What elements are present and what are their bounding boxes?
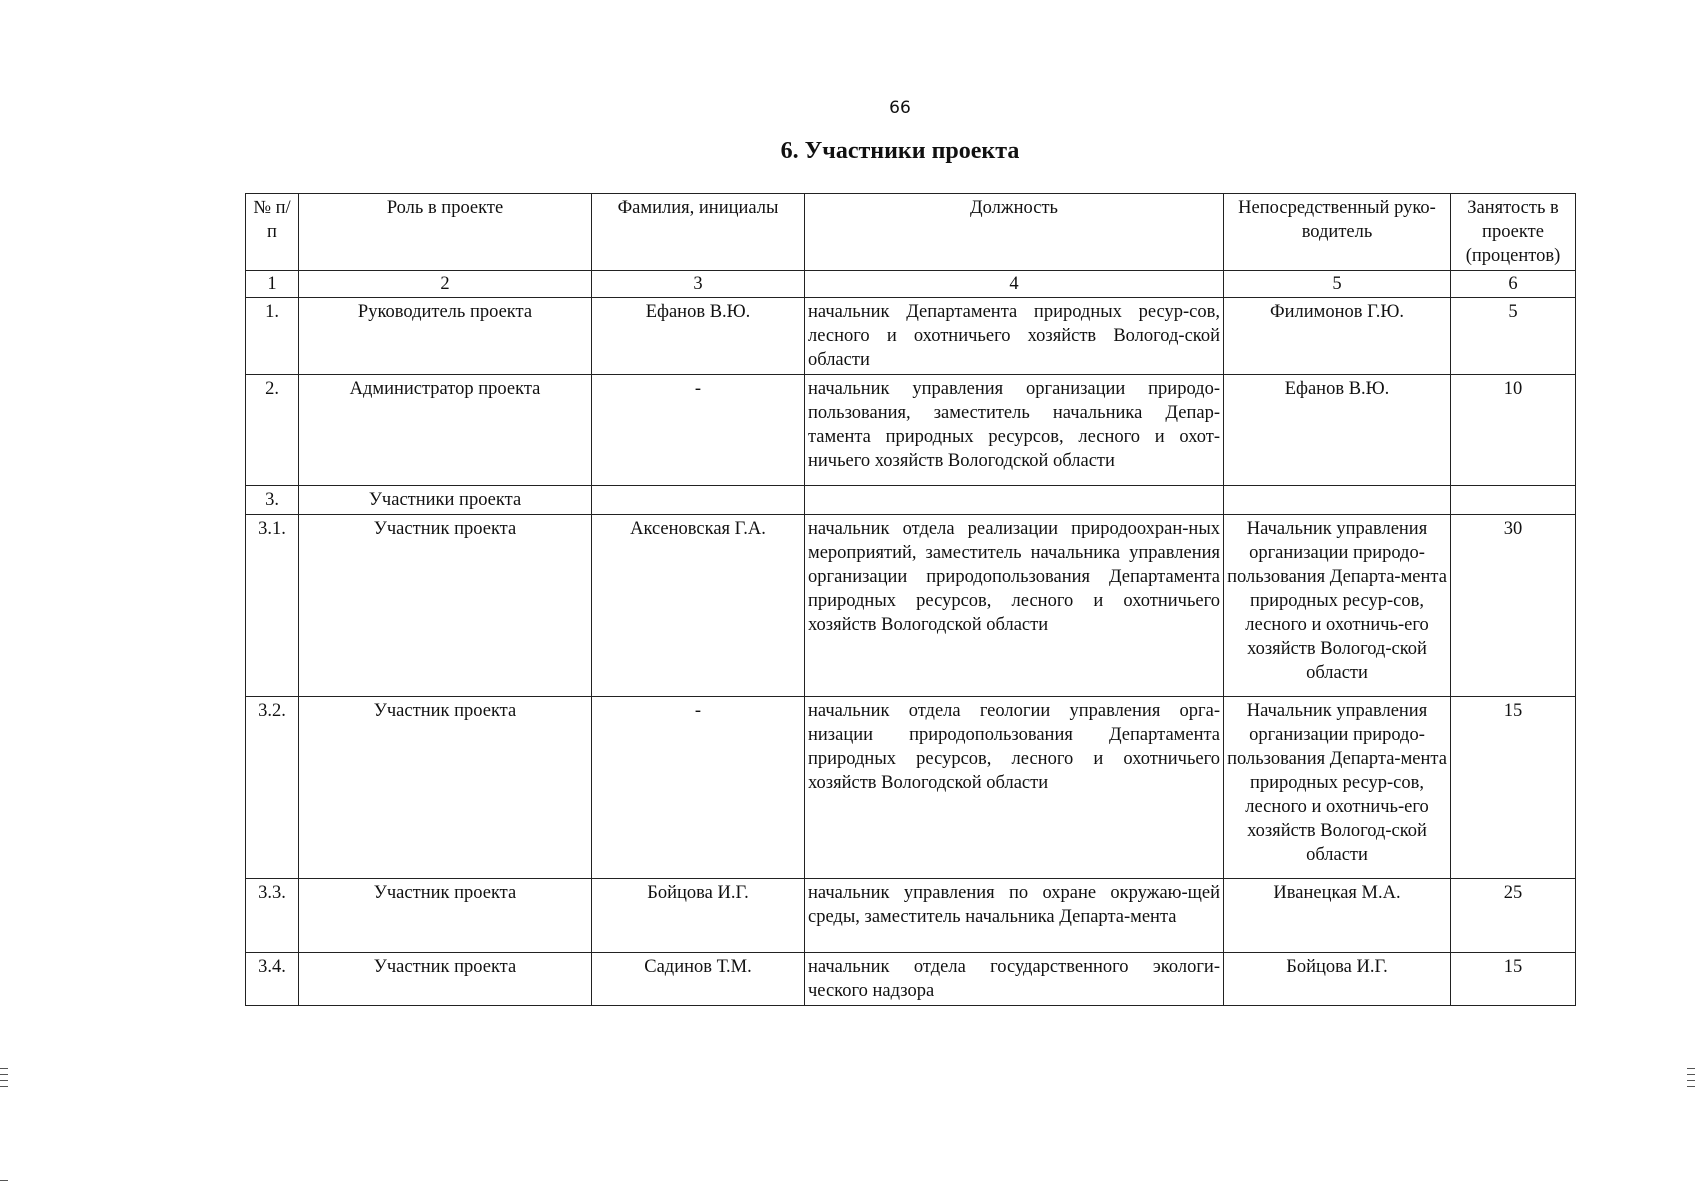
row-role: Руководитель проекта: [299, 298, 592, 375]
row-manager: Иванецкая М.А.: [1224, 879, 1451, 953]
table-row: [246, 375, 1576, 486]
row-position: начальник отдела реализации природоохран-ных мероприятий, заместитель начальника управления организации природопользования Департамента природных ресурсов, лесного и охотничьего хозяйств Вологодской области: [805, 515, 1224, 697]
margin-tick: [1687, 1074, 1695, 1075]
row-number: 3.1.: [246, 515, 299, 697]
row-load: 30: [1451, 515, 1576, 697]
left-margin-marks: [0, 1068, 10, 1092]
row-role: Участник проекта: [299, 953, 592, 1006]
row-role: Участник проекта: [299, 515, 592, 697]
row-number: 3.2.: [246, 697, 299, 879]
page-title: 6. Участники проекта: [780, 138, 1020, 164]
row-manager: Начальник управления организации природо-пользования Департа-мента природных ресур-сов, лесного и охотничь-его хозяйств Вологод-ской области: [1224, 697, 1451, 879]
row-load: 15: [1451, 953, 1576, 1006]
row-manager: Филимонов Г.Ю.: [1224, 298, 1451, 375]
row-role: Участники проекта: [299, 486, 592, 515]
right-margin-marks: [1687, 1068, 1697, 1092]
column-number-row: [246, 271, 1576, 298]
row-load: 15: [1451, 697, 1576, 879]
row-manager: Ефанов В.Ю.: [1224, 375, 1451, 486]
participants-table: [245, 193, 1576, 1006]
margin-tick: [0, 1080, 8, 1081]
row-number: 3.4.: [246, 953, 299, 1006]
row-manager: Начальник управления организации природо-пользования Департа-мента природных ресур-сов, лесного и охотничь-его хозяйств Вологод-ской области: [1224, 515, 1451, 697]
row-position: начальник управления организации природо-пользования, заместитель начальника Депар-тамента природных ресурсов, лесного и охот-ничьего хозяйств Вологодской области: [805, 375, 1224, 486]
row-role: Администратор проекта: [299, 375, 592, 486]
row-position: начальник отдела геологии управления орга-низации природопользования Департамента природных ресурсов, лесного и охотничьего хозяйств Вологодской области: [805, 697, 1224, 879]
row-number: 1.: [246, 298, 299, 375]
column-number: 1: [246, 271, 299, 298]
row-position: начальник управления по охране окружаю-щей среды, заместитель начальника Департа-мента: [805, 879, 1224, 953]
table-header-row: [246, 194, 1576, 271]
row-position: начальник отдела государственного экологи-ческого надзора: [805, 953, 1224, 1006]
header-name: Фамилия, инициалы: [592, 194, 805, 271]
margin-tick: [0, 1086, 8, 1087]
row-name: [592, 486, 805, 515]
row-number: 3.: [246, 486, 299, 515]
row-name: -: [592, 375, 805, 486]
column-number: 6: [1451, 271, 1576, 298]
row-name: Аксеновская Г.А.: [592, 515, 805, 697]
row-role: Участник проекта: [299, 879, 592, 953]
column-number: 2: [299, 271, 592, 298]
column-number: 4: [805, 271, 1224, 298]
row-load: [1451, 486, 1576, 515]
row-name: -: [592, 697, 805, 879]
row-position: [805, 486, 1224, 515]
header-manager: Непосредственный руко-водитель: [1224, 194, 1451, 271]
margin-tick: [1687, 1068, 1695, 1069]
row-manager: Бойцова И.Г.: [1224, 953, 1451, 1006]
row-name: Садинов Т.М.: [592, 953, 805, 1006]
row-load: 25: [1451, 879, 1576, 953]
row-position: начальник Департамента природных ресур-сов, лесного и охотничьего хозяйств Вологод-ской области: [805, 298, 1224, 375]
margin-tick: [0, 1074, 8, 1075]
header-load: Занятость в проекте (процентов): [1451, 194, 1576, 271]
row-load: 10: [1451, 375, 1576, 486]
table-row: [246, 879, 1576, 953]
row-name: Бойцова И.Г.: [592, 879, 805, 953]
column-number: 5: [1224, 271, 1451, 298]
page-number: 66: [889, 98, 911, 118]
table-row: [246, 697, 1576, 879]
corner-mark: [0, 1180, 8, 1181]
row-number: 2.: [246, 375, 299, 486]
margin-tick: [1687, 1080, 1695, 1081]
row-load: 5: [1451, 298, 1576, 375]
row-role: Участник проекта: [299, 697, 592, 879]
header-role: Роль в проекте: [299, 194, 592, 271]
header-position: Должность: [805, 194, 1224, 271]
row-number: 3.3.: [246, 879, 299, 953]
table-row: [246, 953, 1576, 1006]
table-row: [246, 298, 1576, 375]
margin-tick: [1687, 1086, 1695, 1087]
table-row: [246, 515, 1576, 697]
column-number: 3: [592, 271, 805, 298]
row-name: Ефанов В.Ю.: [592, 298, 805, 375]
row-manager: [1224, 486, 1451, 515]
table-row: [246, 486, 1576, 515]
header-num: № п/п: [246, 194, 299, 271]
margin-tick: [0, 1068, 8, 1069]
